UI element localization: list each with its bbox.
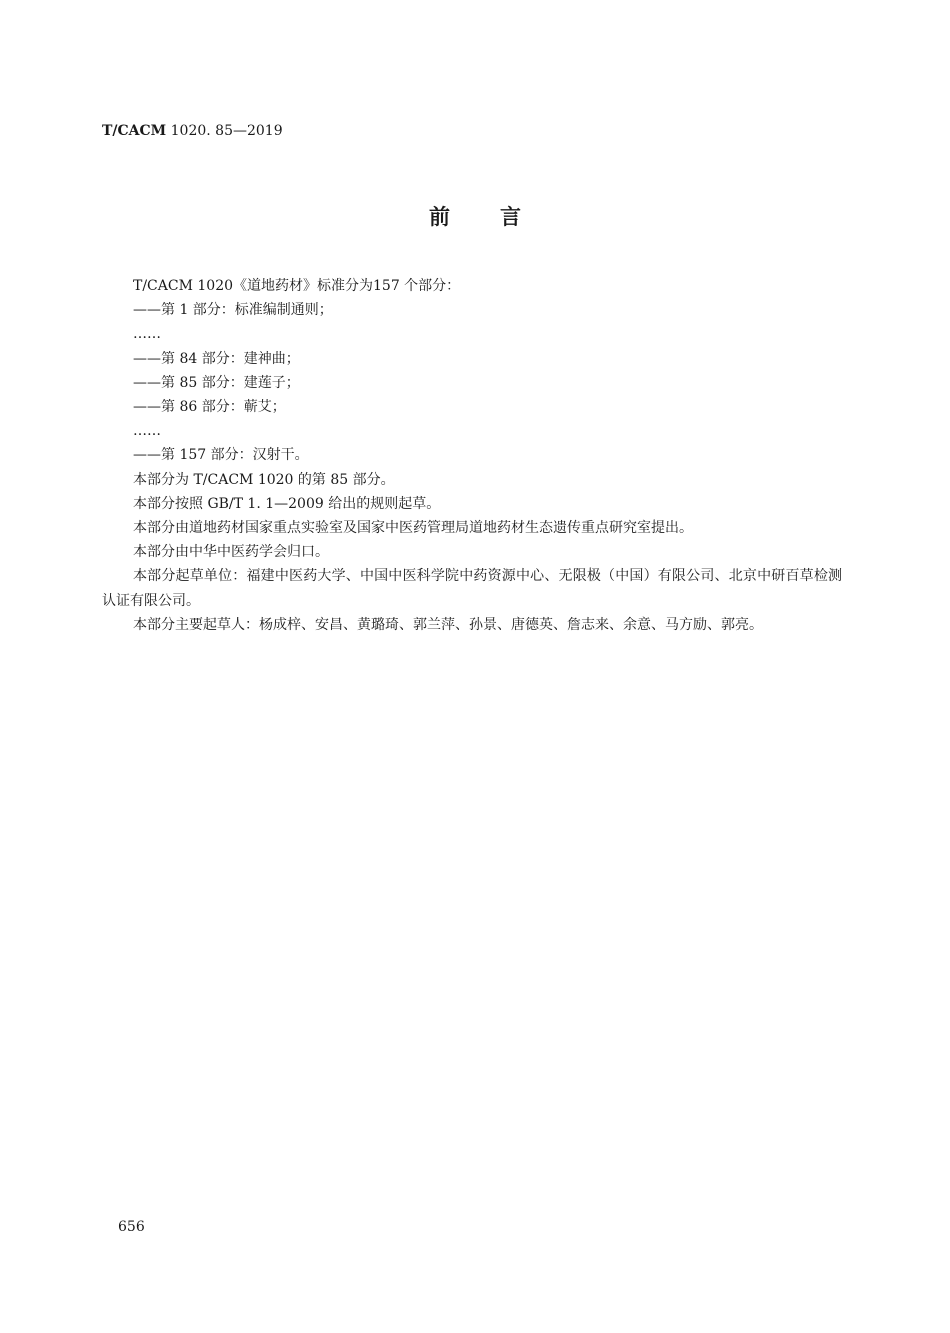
page-title: 前言	[429, 205, 571, 229]
paragraph-proposer: 本部分由道地药材国家重点实验室及国家中医药管理局道地药材生态遗传重点研究室提出。	[133, 520, 693, 537]
list-item-part-1: ——第 1 部分：标准编制通则；	[133, 302, 333, 319]
paragraph-drafting-rules: 本部分按照 GB/T 1. 1—2009 给出的规则起草。	[133, 495, 441, 512]
list-item-part-84: ——第 84 部分：建神曲；	[133, 350, 300, 367]
standard-code-number: 1020. 85—2019	[170, 123, 283, 139]
list-item-part-86: ——第 86 部分：蕲艾；	[133, 399, 286, 416]
standard-code-prefix: T/CACM	[102, 123, 167, 139]
foreword-body	[102, 274, 842, 637]
list-ellipsis: ……	[133, 326, 161, 343]
paragraph-this-part: 本部分为 T/CACM 1020 的第 85 部分。	[133, 471, 395, 488]
list-ellipsis: ……	[133, 423, 161, 440]
paragraph-administration: 本部分由中华中医药学会归口。	[133, 544, 329, 561]
standard-code	[102, 122, 283, 140]
list-item-part-157: ——第 157 部分：汉射干。	[133, 447, 309, 464]
paragraph-parts-intro: T/CACM 1020《道地药材》标准分为157 个部分：	[133, 278, 461, 294]
page-number: 656	[118, 1219, 145, 1235]
paragraph-drafters: 本部分主要起草人：杨成梓、安昌、黄璐琦、郭兰萍、孙景、唐德英、詹志来、余意、马方励、郭亮。	[133, 616, 763, 633]
paragraph-drafting-units: 本部分起草单位：福建中医药大学、中国中医科学院中药资源中心、无限极（中国）有限公司、北京中研百草检测认证有限公司。	[102, 568, 842, 609]
list-item-part-85: ——第 85 部分：建莲子；	[133, 374, 300, 391]
